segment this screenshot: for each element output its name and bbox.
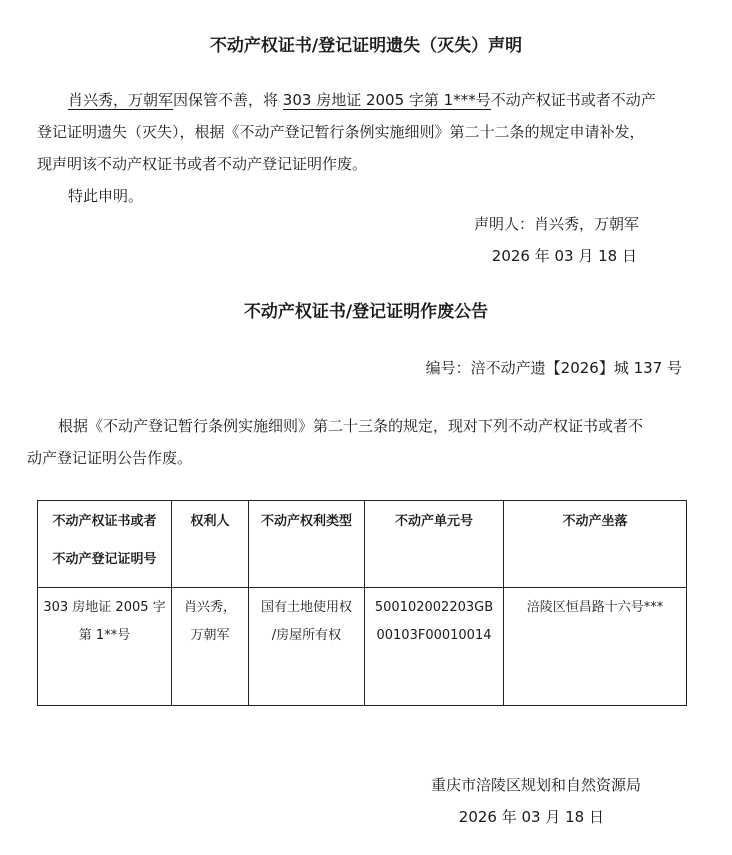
statement-text: 不动产权证书或者不动产 xyxy=(490,91,656,109)
header-holder: 权利人 xyxy=(172,501,249,588)
cell-text: 万朝军 xyxy=(190,628,230,643)
statement-closing: 特此申明。 xyxy=(68,187,144,205)
statement-text: 因保管不善，将 xyxy=(173,91,283,109)
statement-line: 现声明该不动产权证书或者不动产登记证明作废。 xyxy=(37,155,368,173)
void-certificate-table xyxy=(37,500,687,706)
cell-right-type xyxy=(249,588,365,706)
header-right-type: 不动产权利类型 xyxy=(249,501,365,588)
header-location: 不动产坐落 xyxy=(504,501,687,588)
table-row xyxy=(38,588,687,706)
cell-location: 涪陵区恒昌路十六号*** xyxy=(504,588,687,706)
header-certificate-number xyxy=(38,501,172,588)
statement-line: 登记证明遗失（灭失），根据《不动产登记暂行条例实施细则》第二十二条的规定申请补发， xyxy=(37,123,645,141)
statement-title: 不动产权证书/登记证明遗失（灭失）声明 xyxy=(209,36,523,56)
cell-unit-number xyxy=(365,588,504,706)
owner-names: 肖兴秀，万朝军 xyxy=(68,91,174,109)
cell-text: 303 房地证 2005 字 xyxy=(43,600,166,615)
table-header-row xyxy=(38,501,687,588)
announcement-body xyxy=(27,410,689,474)
certificate-number: 303 房地证 2005 字第 1***号 xyxy=(282,91,491,109)
header-text: 不动产登记证明号 xyxy=(52,552,157,567)
cell-text: /房屋所有权 xyxy=(271,628,342,643)
statement-body xyxy=(37,84,689,212)
statement-date: 2026 年 03 月 18 日 xyxy=(491,247,637,265)
cell-text: 第 1**号 xyxy=(78,628,131,643)
header-text: 不动产权证书或者 xyxy=(52,514,157,529)
announcement-line: 动产登记证明公告作废。 xyxy=(27,449,193,467)
declarant: 声明人：肖兴秀，万朝军 xyxy=(473,215,639,233)
announcement-line: 根据《不动产登记暂行条例实施细则》第二十三条的规定，现对下列不动产权证书或者不 xyxy=(58,417,644,435)
announcement-title: 不动产权证书/登记证明作废公告 xyxy=(243,302,489,322)
header-unit-number: 不动产单元号 xyxy=(365,501,504,588)
cell-certificate-number xyxy=(38,588,172,706)
announcement-date: 2026 年 03 月 18 日 xyxy=(458,808,604,826)
cell-text: 500102002203GB xyxy=(374,600,494,615)
announcement-number: 编号：涪不动产遗【2026】城 137 号 xyxy=(425,359,682,377)
cell-text: 国有土地使用权 xyxy=(260,600,352,615)
cell-holder xyxy=(172,588,249,706)
issuer: 重庆市涪陵区规划和自然资源局 xyxy=(430,776,641,794)
cell-text: 肖兴秀， xyxy=(183,600,236,615)
cell-text: 00103F00010014 xyxy=(376,628,492,643)
